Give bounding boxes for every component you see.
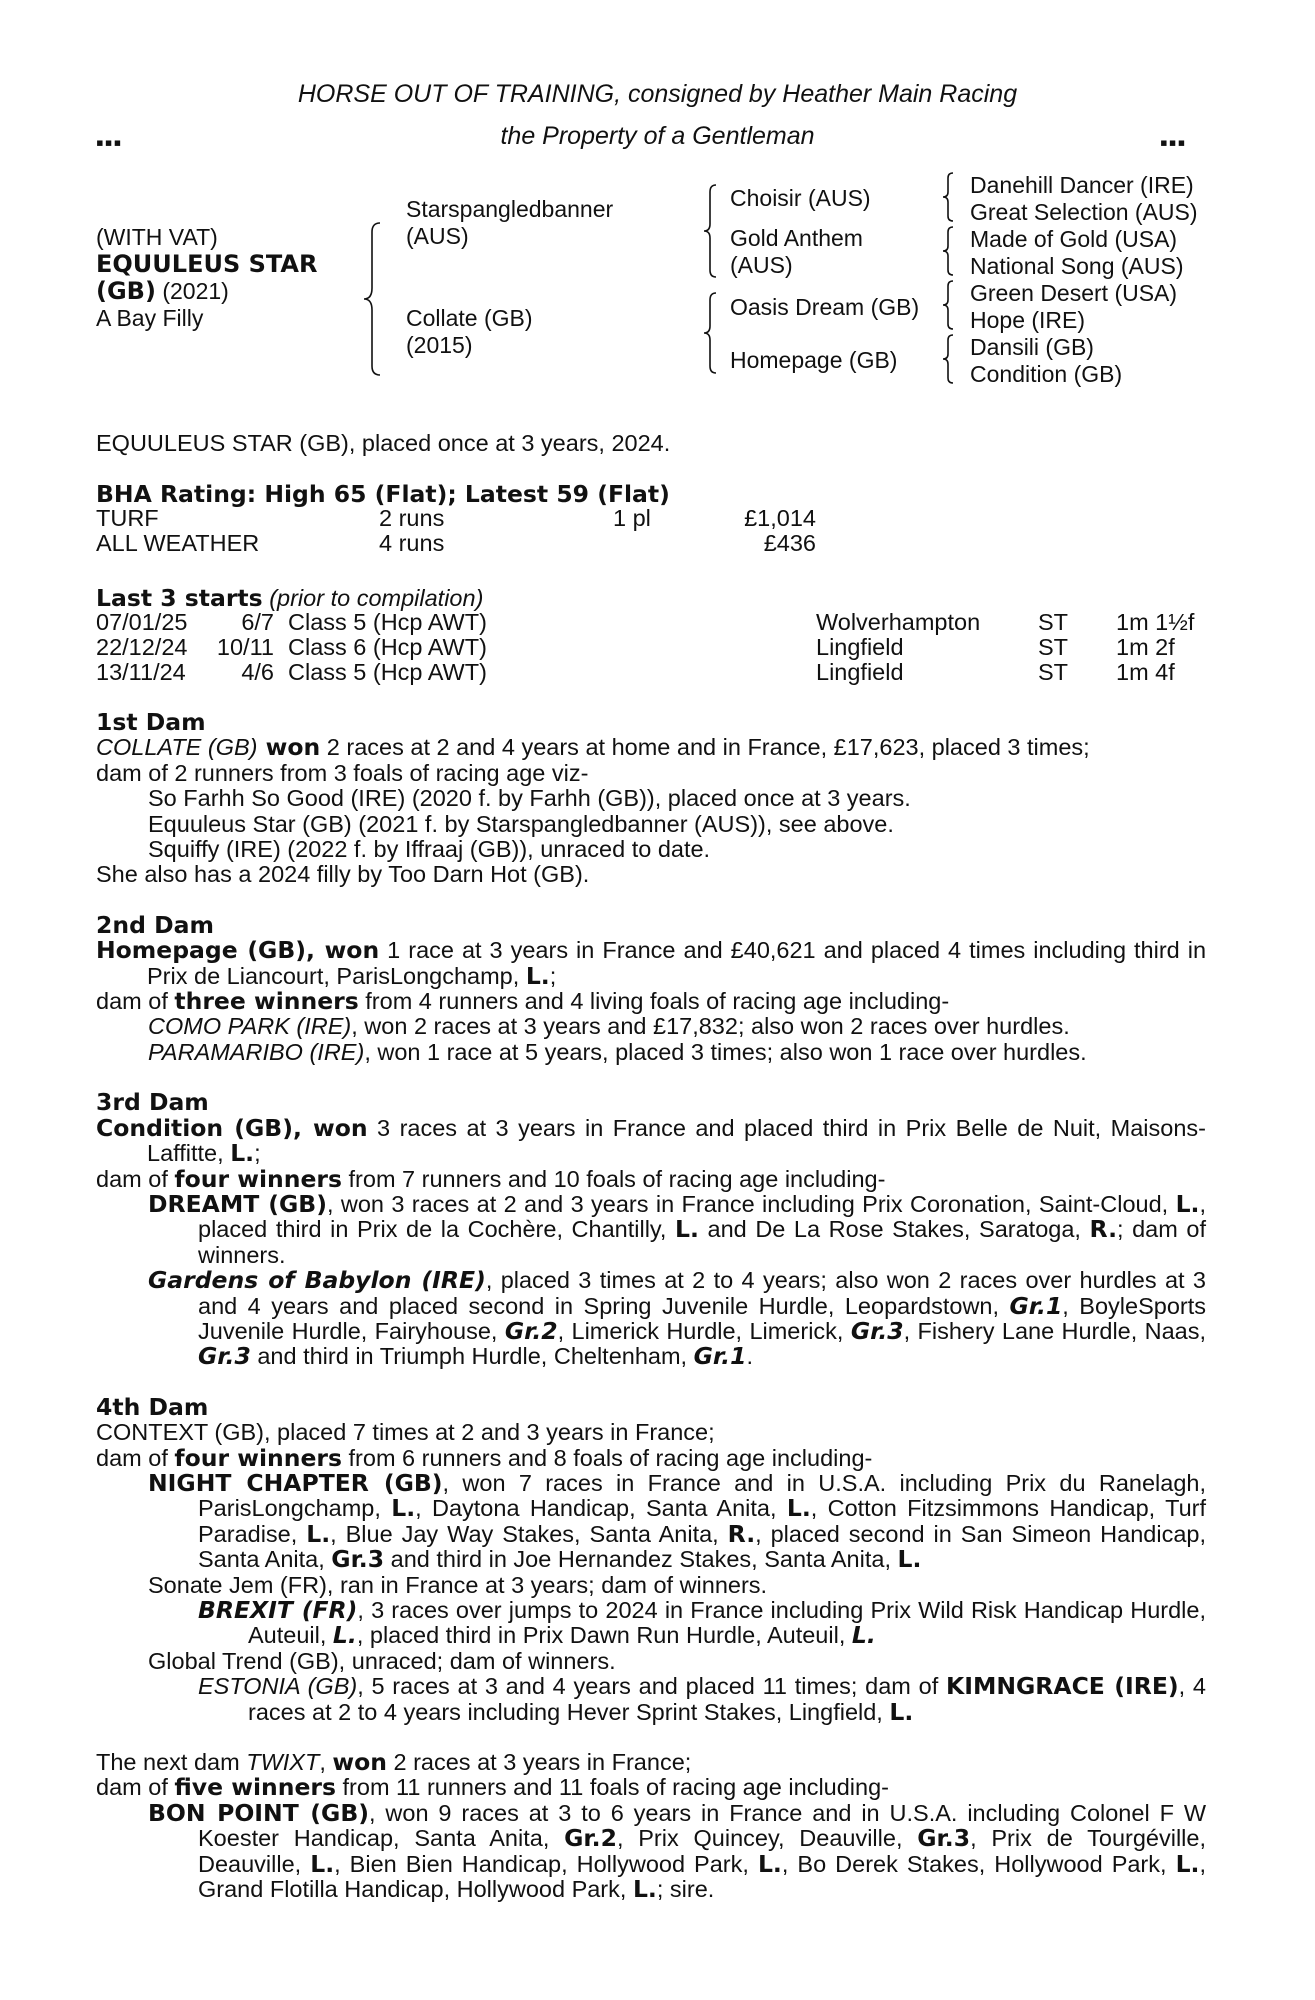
runner-text: , 5 races at 3 and 4 years and placed 11 times; dam of	[357, 1673, 946, 1700]
horse-country: (GB)	[96, 277, 156, 305]
runner-line: Squiffy (IRE) (2022 f. by Iffraaj (GB)), unraced to date.	[148, 836, 711, 863]
sire-dam-name: Gold Anthem	[730, 225, 863, 251]
runner-line	[96, 1598, 1206, 1649]
start-date: 13/11/24	[96, 659, 186, 685]
listed-label: L.	[1175, 1189, 1200, 1218]
sire-block	[406, 196, 613, 250]
dam-record-text: 1 race at 3 years in France and £40,621 and placed 4 times including third in Prix de Liancourt, ParisLongchamp,	[147, 937, 1207, 989]
runner-text: , 4 races at 2 to 4 years including Hever Sprint Stakes, Lingfield,	[248, 1673, 1206, 1725]
runner-line	[96, 1189, 1206, 1268]
dam-year: (2015)	[406, 332, 473, 358]
runner-text: and third in Triumph Hurdle, Cheltenham,	[250, 1343, 694, 1370]
won-label: won	[324, 936, 380, 965]
next-dam-section	[96, 1750, 1206, 1902]
start-going: ST	[1038, 634, 1069, 660]
runner-line	[96, 1040, 1206, 1065]
start-course: Lingfield	[816, 659, 904, 685]
start-going: ST	[1038, 609, 1069, 635]
start-race: Class 5 (Hcp AWT)	[288, 609, 487, 635]
start-race: Class 5 (Hcp AWT)	[288, 659, 487, 685]
listed-label: L.	[332, 1621, 357, 1650]
produce-text: from 6 runners and 8 foals of racing age including-	[342, 1444, 873, 1471]
group-label: Gr.1	[1009, 1291, 1063, 1320]
runner-text: ; dam of winners.	[198, 1216, 1206, 1268]
listed-label: L.	[310, 1849, 335, 1878]
first-dam-section	[96, 710, 1206, 888]
runner-text: and De La Rose Stakes, Saratoga,	[698, 1216, 1090, 1243]
listed-label: L.	[306, 1519, 331, 1548]
runner-text: , Fishery Lane Hurdle, Naas,	[903, 1317, 1207, 1344]
lot-marker-right: ▪▪▪	[1160, 130, 1187, 155]
pedigree-horse	[96, 224, 317, 332]
runner-text: , placed second in San Simeon Handicap, Santa Anita,	[198, 1520, 1206, 1573]
start-position: 10/11	[216, 634, 274, 660]
listed-label: L.	[757, 1849, 782, 1878]
runner-text: , won 7 races in France and in U.S.A. including Prix du Ranelagh, ParisLongchamp,	[198, 1469, 1206, 1522]
gen3-ds	[970, 280, 1177, 334]
brace-ds	[944, 280, 960, 332]
produce-text: dam of	[96, 1774, 175, 1801]
produce-text: from 4 runners and 4 living foals of racing age including-	[358, 988, 950, 1015]
group-label: Gr.3	[198, 1342, 251, 1371]
runner-text: , won 9 races at 3 to 6 years in France and in U.S.A. including Colonel F W Koester Handicap, Santa Anita,	[198, 1799, 1206, 1852]
runner-name: ESTONIA (GB)	[198, 1673, 358, 1700]
listed-label: L.	[391, 1494, 416, 1523]
dam-name: Condition (GB)	[96, 1113, 293, 1142]
runner-line: So Farhh So Good (IRE) (2020 f. by Farhh (GB)), placed once at 3 years.	[148, 785, 911, 812]
second-dam-section	[96, 910, 1207, 1065]
runner-line	[96, 1268, 1206, 1370]
pedigree-brace-sire	[706, 184, 722, 280]
start-race: Class 6 (Hcp AWT)	[288, 634, 487, 660]
stats-placed: 1 pl	[613, 505, 651, 531]
dam-dam-sire: Dansili (GB)	[970, 334, 1094, 360]
last-starts-table	[96, 610, 1216, 685]
winners-count: five winners	[174, 1773, 336, 1802]
runner-name: COMO PARK (IRE)	[148, 1013, 352, 1040]
sire-dam-block	[730, 225, 863, 279]
next-dam-record	[96, 1750, 1206, 1775]
listed-label: L.	[230, 1139, 255, 1168]
dam-record-text: The next dam	[96, 1749, 247, 1776]
listed-label: L.	[889, 1697, 914, 1726]
runner-text: , placed third in Prix Dawn Run Hurdle, Auteuil,	[356, 1622, 852, 1649]
listed-label: L.	[632, 1875, 657, 1904]
runner-text: , Bo Derek Stakes, Hollywood Park,	[781, 1850, 1176, 1877]
dam-name: TWIXT	[246, 1749, 320, 1776]
runner-line	[96, 1014, 1206, 1039]
start-distance: 1m 1½f	[1116, 609, 1195, 635]
property-line: the Property of a Gentleman	[500, 122, 815, 150]
listed-label: L.	[1175, 1849, 1200, 1878]
produce-text: dam of	[96, 988, 175, 1015]
third-dam-record: Condition (GB), won 3 races at 3 years in France and placed third in Prix Belle de Nuit, Maisons-Laffitte, L.;	[96, 1113, 1206, 1168]
start-date: 22/12/24	[96, 634, 188, 660]
first-dam-produce: dam of 2 runners from 3 foals of racing age viz-	[96, 759, 589, 786]
stats-money: £1,014	[744, 505, 816, 531]
runner-text: , Prix Quincey, Deauville,	[616, 1825, 918, 1852]
listed-label: L.	[851, 1621, 876, 1650]
winners-count: four winners	[174, 1164, 342, 1193]
second-dam-record: Homepage (GB), won 1 race at 3 years in France and £40,621 and placed 4 times including third in Prix de Liancourt, ParisLongchamp, L.;	[96, 936, 1207, 990]
runner-text: , placed 3 times at 2 to 4 years; also won 2 races over hurdles at 3 and 4 years and placed second in Spring Juvenile Hurdle, Leopardstown,	[198, 1267, 1206, 1319]
pedigree-brace-main	[368, 222, 388, 377]
race-summary: EQUULEUS STAR (GB), placed once at 3 years, 2024.	[96, 430, 671, 456]
stats-surface: ALL WEATHER	[96, 530, 260, 556]
start-course: Lingfield	[816, 634, 904, 660]
runner-text: , BoyleSports Juvenile Hurdle, Fairyhouse,	[198, 1292, 1206, 1344]
group-label: Gr.2	[504, 1316, 558, 1345]
runner-name: BREXIT (FR)	[198, 1596, 358, 1624]
won-label: won	[332, 1748, 387, 1777]
sire-dam-sire: Made of Gold (USA)	[970, 226, 1178, 252]
start-row	[96, 660, 1216, 685]
horse-description: A Bay Filly	[96, 305, 204, 331]
runner-name: Gardens of Babylon (IRE)	[148, 1266, 486, 1295]
sire-sire-sire: Danehill Dancer (IRE)	[970, 172, 1194, 198]
start-position: 6/7	[241, 609, 274, 635]
runner-text: , Limerick Hurdle, Limerick,	[557, 1317, 851, 1344]
start-distance: 1m 4f	[1116, 659, 1175, 685]
horse-name: EQUULEUS STAR	[96, 250, 318, 278]
punctuation: ;	[254, 1140, 261, 1167]
brace-sd	[944, 226, 960, 278]
runner-name: PARAMARIBO (IRE)	[148, 1038, 365, 1065]
consignor-line: HORSE OUT OF TRAINING, consigned by Heather Main Racing	[297, 80, 1018, 108]
listed-label: L.	[675, 1215, 699, 1244]
dam-sire: Oasis Dream (GB)	[730, 294, 920, 320]
restricted-label: R.	[1089, 1215, 1117, 1244]
lot-marker-left: ▪▪▪	[96, 130, 123, 155]
start-course: Wolverhampton	[816, 609, 981, 635]
runner-text: , won 1 race at 5 years, placed 3 times; also won 1 race over hurdles.	[364, 1038, 1087, 1065]
runner-text: , Prix de Tourgéville, Deauville,	[198, 1825, 1206, 1877]
runner-text: , 3 races over jumps to 2024 in France including Prix Wild Risk Handicap Hurdle, Auteuil,	[248, 1597, 1206, 1649]
listed-label: L.	[897, 1545, 922, 1574]
punctuation: ,	[319, 1749, 333, 1776]
stats-surface: TURF	[96, 505, 159, 531]
dam-sections	[96, 710, 1206, 1902]
last-starts-title: Last 3 starts	[96, 584, 263, 612]
runner-line: Equuleus Star (GB) (2021 f. by Starspangledbanner (AUS)), see above.	[148, 810, 894, 837]
stats-runs: 2 runs	[379, 505, 445, 531]
sire-sire: Choisir (AUS)	[730, 185, 871, 211]
third-dam-heading: 3rd Dam	[96, 1088, 209, 1117]
sire-name: Starspangledbanner	[406, 196, 614, 222]
fourth-dam-section	[96, 1392, 1206, 1726]
stats-money: £436	[763, 530, 816, 556]
last-starts-note: (prior to compilation)	[269, 585, 484, 611]
gen3-sd	[970, 226, 1184, 280]
start-row	[96, 610, 1216, 635]
sire-country: (AUS)	[406, 223, 469, 249]
runner-text: , won 3 races at 2 and 3 years in France including Prix Coronation, Saint-Cloud,	[326, 1190, 1176, 1217]
group-label: Gr.1	[693, 1342, 747, 1371]
runner-text: , won 2 races at 3 years and £17,832; also won 2 races over hurdles.	[351, 1013, 1070, 1040]
runner-text: .	[746, 1343, 753, 1370]
runner-line: Sonate Jem (FR), ran in France at 3 years; dam of winners.	[148, 1571, 768, 1598]
start-distance: 1m 2f	[1116, 634, 1175, 660]
bha-rating-heading: BHA Rating: High 65 (Flat); Latest 59 (Flat)	[96, 480, 670, 508]
won-label: won	[265, 733, 321, 762]
runner-line	[96, 1798, 1206, 1904]
group-label: Gr.2	[564, 1824, 617, 1853]
runner-text: , Grand Flotilla Handicap, Hollywood Park,	[198, 1850, 1206, 1903]
start-position: 4/6	[241, 659, 274, 685]
sire-sire-dam: Great Selection (AUS)	[970, 199, 1198, 225]
runner-text: ; sire.	[656, 1876, 715, 1903]
first-dam-heading: 1st Dam	[96, 708, 206, 736]
first-dam-record	[96, 735, 1206, 760]
runner-name: KIMNGRACE (IRE)	[945, 1672, 1179, 1701]
second-dam-produce	[96, 989, 1206, 1014]
fourth-dam-produce	[96, 1443, 1206, 1472]
third-dam-section	[96, 1090, 1206, 1369]
dam-dam: Homepage (GB)	[730, 347, 898, 373]
runner-line	[96, 1674, 1206, 1725]
pedigree-brace-dam	[706, 292, 722, 376]
dam-sire-sire: Green Desert (USA)	[970, 280, 1178, 306]
start-going: ST	[1038, 659, 1069, 685]
start-row	[96, 635, 1216, 660]
runner-text: , placed third in Prix de la Cochère, Chantilly,	[198, 1190, 1206, 1243]
dam-name: COLLATE (GB)	[96, 734, 258, 761]
gen3-ss	[970, 172, 1198, 226]
won-label: won	[313, 1113, 368, 1142]
dam-name: Collate (GB)	[406, 305, 533, 331]
winners-count: four winners	[174, 1443, 342, 1472]
produce-text: from 11 runners and 11 foals of racing age including-	[335, 1774, 889, 1801]
dam-record-text: 3 races at 3 years in France and placed third in Prix Belle de Nuit, Maisons-Laffitte,	[147, 1114, 1206, 1167]
sire-dam-country: (AUS)	[730, 252, 793, 278]
foal-note: She also has a 2024 filly by Too Darn Hot (GB).	[96, 861, 590, 888]
stats-runs: 4 runs	[379, 530, 445, 556]
winners-count: three winners	[174, 987, 359, 1016]
vat-label: (WITH VAT)	[96, 224, 218, 250]
runner-line	[96, 1468, 1206, 1574]
dam-name: Homepage (GB)	[96, 936, 307, 965]
dam-dam-dam: Condition (GB)	[970, 361, 1123, 387]
sire-dam-dam: National Song (AUS)	[970, 253, 1184, 279]
group-label: Gr.3	[850, 1316, 904, 1345]
dam-block	[406, 305, 533, 359]
punctuation: ;	[549, 962, 557, 989]
runner-name: NIGHT CHAPTER (GB)	[148, 1468, 443, 1497]
dam-record-text: 2 races at 2 and 4 years at home and in France, £17,623, placed 3 times;	[320, 734, 1090, 761]
listed-label: L.	[525, 961, 550, 990]
runner-line: Global Trend (GB), unraced; dam of winners.	[148, 1647, 616, 1674]
dam-record-text: 2 races at 3 years in France;	[386, 1749, 692, 1776]
runner-text: , Daytona Handicap, Santa Anita,	[415, 1495, 787, 1522]
group-label: Gr.3	[917, 1824, 971, 1853]
second-dam-heading: 2nd Dam	[96, 910, 214, 939]
listed-label: L.	[786, 1494, 811, 1523]
produce-text: dam of	[96, 1165, 175, 1192]
runner-text: , Bien Bien Handicap, Hollywood Park,	[334, 1850, 758, 1877]
brace-ss	[944, 172, 960, 224]
dam-sire-dam: Hope (IRE)	[970, 307, 1086, 333]
start-date: 07/01/25	[96, 609, 188, 635]
runner-text: and third in Joe Hernandez Stakes, Santa Anita,	[384, 1546, 898, 1573]
brace-dd	[944, 334, 960, 386]
runner-name: DREAMT (GB)	[148, 1189, 327, 1218]
runner-text: , Blue Jay Way Stakes, Santa Anita,	[330, 1520, 728, 1547]
third-dam-produce	[96, 1164, 1206, 1193]
runner-text: , Cotton Fitzsimmons Handicap, Turf Paradise,	[198, 1495, 1206, 1547]
group-label: Gr.3	[331, 1545, 385, 1574]
next-dam-produce	[96, 1775, 1206, 1800]
last-starts-heading	[96, 584, 483, 612]
runner-name: BON POINT (GB)	[148, 1798, 369, 1827]
horse-year: (2021)	[155, 278, 229, 304]
gen3-dd	[970, 334, 1122, 388]
produce-text: from 7 runners and 10 foals of racing age including-	[342, 1165, 886, 1192]
fourth-dam-record: CONTEXT (GB), placed 7 times at 2 and 3 years in France;	[96, 1419, 715, 1446]
restricted-label: R.	[727, 1519, 756, 1548]
fourth-dam-heading: 4th Dam	[96, 1392, 209, 1421]
produce-text: dam of	[96, 1444, 175, 1471]
